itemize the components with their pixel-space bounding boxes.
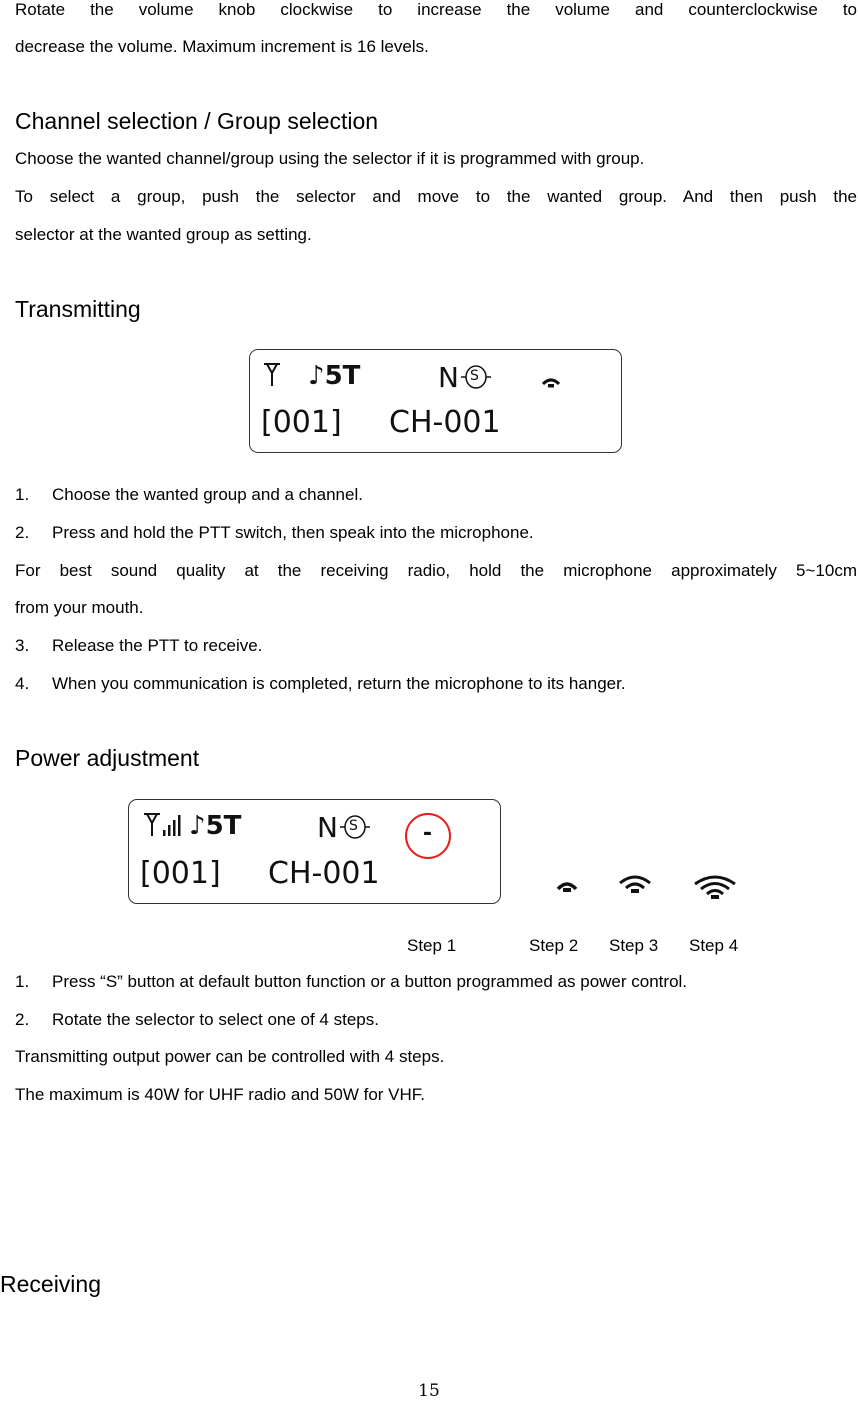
transmit-step-2: 2. Press and hold the PTT switch, then speak into the microphone. <box>15 523 534 542</box>
channel-line-1: Choose the wanted channel/group using the selector if it is programmed with group. <box>15 149 645 168</box>
group-number: [001] <box>140 856 221 891</box>
transmit-note-line-2: from your mouth. <box>15 598 144 617</box>
power-note-line-1: Transmitting output power can be controlled with 4 steps. <box>15 1047 445 1066</box>
intro-line-2: decrease the volume. Maximum increment is 16 levels. <box>15 37 429 56</box>
receiving-heading: Receiving <box>0 1271 101 1297</box>
intro-line-1: Rotate the volume knob clockwise to increase the volume and counterclockwise to <box>15 0 857 19</box>
antenna-signal-icon <box>142 812 182 838</box>
step-1-label: Step 1 <box>407 936 457 955</box>
lcd-display-power <box>128 799 501 904</box>
transmit-step-1: 1. Choose the wanted group and a channel. <box>15 485 363 504</box>
lcd-display-transmit <box>249 349 622 453</box>
mode-indicator: N <box>438 361 459 394</box>
page-number: 15 <box>418 1381 440 1401</box>
power-note-line-2: The maximum is 40W for UHF radio and 50W for VHF. <box>15 1085 426 1104</box>
scan-s-icon: S <box>461 364 491 390</box>
tone-indicator: ♪5T <box>308 361 361 391</box>
channel-line-2: To select a group, push the selector and move to the wanted group. And then push the <box>15 187 857 206</box>
power-step-2: 2. Rotate the selector to select one of 4 steps. <box>15 1010 379 1029</box>
channel-number: CH-001 <box>389 405 501 440</box>
channel-heading: Channel selection / Group selection <box>15 108 379 134</box>
power-step-2-icon <box>556 880 578 894</box>
step-3-label: Step 3 <box>609 936 659 955</box>
power-step-1-icon <box>541 377 561 389</box>
power-step-4-icon <box>693 874 737 902</box>
power-step-3-icon <box>618 874 652 896</box>
channel-number: CH-001 <box>268 856 380 891</box>
channel-line-3: selector at the wanted group as setting. <box>15 225 312 244</box>
antenna-icon <box>262 362 282 388</box>
group-number: [001] <box>261 405 342 440</box>
mode-indicator: N <box>317 811 338 844</box>
transmitting-heading: Transmitting <box>15 296 141 322</box>
power-level-indicator: - <box>422 821 433 846</box>
step-4-label: Step 4 <box>689 936 739 955</box>
step-2-label: Step 2 <box>529 936 579 955</box>
tone-indicator: ♪5T <box>189 811 242 841</box>
power-heading: Power adjustment <box>15 745 200 771</box>
transmit-step-3: 3. Release the PTT to receive. <box>15 636 263 655</box>
power-level-highlight-circle <box>405 813 451 859</box>
power-step-1: 1. Press “S” button at default button function or a button programmed as power control. <box>15 972 688 991</box>
scan-s-icon: S <box>340 814 370 840</box>
transmit-step-4: 4. When you communication is completed, return the microphone to its hanger. <box>15 674 626 693</box>
transmit-note-line-1: For best sound quality at the receiving radio, hold the microphone approximately 5~10cm <box>15 561 857 580</box>
